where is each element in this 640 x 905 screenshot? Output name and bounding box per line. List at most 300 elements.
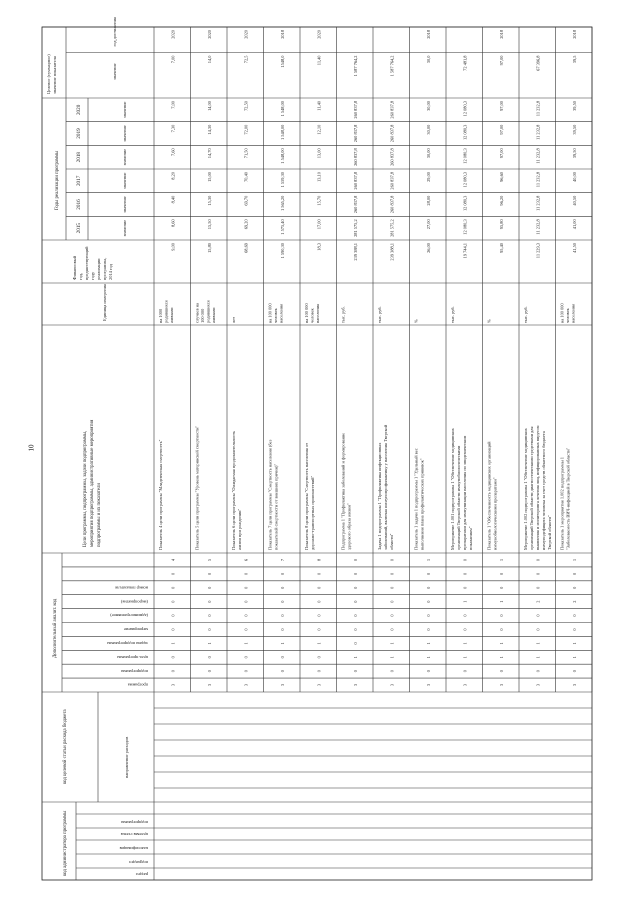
row-name: Показатель 8 цели программы "Смертность населения от — [304, 442, 309, 550]
header-dop-part: задача подпрограммы — [107, 640, 148, 646]
row-code: 1 — [279, 642, 285, 645]
header-direction: направление расходов — [124, 736, 129, 778]
header-baseline: программы, — [102, 257, 107, 280]
row-year-value: 14,30 — [206, 124, 212, 135]
row-code: 0 — [498, 628, 504, 631]
row-code: 0 — [316, 656, 322, 659]
row-name: "Заболеваемость ВИЧ-инфекцией в Тверской области" — [565, 447, 571, 550]
header-baseline: Финансовый — [72, 256, 77, 280]
row-code: 3 — [316, 683, 322, 687]
row-code: 1 — [389, 656, 395, 659]
header-target-year: год достижения — [112, 17, 117, 47]
row-code: 3 — [571, 683, 577, 687]
header-dop-part: программа — [127, 682, 148, 688]
row-year-value: 8,20 — [170, 172, 176, 180]
row-year-value: 1 565,20 — [279, 195, 285, 212]
row-code: 1 — [352, 656, 358, 659]
row-year-value: 12 080,3 — [462, 124, 468, 141]
row-code: 0 — [498, 586, 504, 589]
row-year-value: 39,50 — [571, 124, 577, 135]
row-unit: родившихся — [163, 300, 169, 323]
row-code: 0 — [352, 572, 358, 575]
row-year-value: 1 548,00 — [279, 124, 285, 141]
row-year-value: 72,00 — [243, 124, 249, 135]
row-target: 39,5 — [571, 55, 577, 64]
header-year: 2017 — [76, 175, 82, 187]
row-unit: населения — [278, 303, 284, 323]
row-code: 0 — [279, 656, 285, 659]
header-dop-part: (административное) — [110, 613, 148, 619]
row-year-value: 97,00 — [498, 148, 504, 159]
row-name: показателей смертности от внешних причин)" — [273, 463, 279, 550]
row-code: 1 — [425, 642, 431, 645]
row-year-value: 13,10 — [316, 172, 322, 182]
header-target: Целевое (суммарное) — [46, 54, 51, 94]
row-code: 1 — [498, 642, 504, 645]
row-year-value: 97,00 — [498, 124, 504, 135]
row-base: 95,40 — [498, 243, 504, 253]
row-name: Показатель 5 цели программы "Уровень материнской смертности" — [194, 425, 200, 550]
row-year-value: 281 575,2 — [352, 219, 358, 237]
row-year-value: 260 837,8 — [389, 195, 395, 214]
row-code: 3 — [206, 683, 212, 687]
row-year-value: 27,00 — [425, 219, 431, 230]
header-unit: Единица измерения — [102, 284, 107, 321]
row-year-value: 281 575,2 — [389, 219, 395, 237]
row-code: 0 — [535, 628, 541, 631]
row-base: 19 744,1 — [462, 243, 468, 259]
table-row — [268, 29, 286, 686]
row-unit: на 1000 — [158, 308, 163, 323]
row-code: 0 — [316, 600, 322, 603]
row-code: 0 — [498, 614, 504, 617]
row-base: 41,50 — [571, 243, 577, 253]
row-code: 0 — [316, 628, 322, 631]
row-target-year: 2018 — [279, 30, 285, 39]
row-name: Подпрограмма 1 "Профилактика заболеваний и формирование — [340, 432, 346, 550]
row-code: 0 — [316, 614, 322, 617]
header-dop-part: номер показателя — [115, 585, 148, 591]
row-year-value: 260 837,8 — [352, 101, 358, 119]
row-code: 0 — [425, 614, 431, 617]
row-code: 0 — [352, 586, 358, 589]
table-row — [231, 29, 249, 686]
row-code: 0 — [498, 572, 504, 575]
row-code: 0 — [170, 572, 176, 575]
row-year-value: 12,10 — [316, 124, 322, 135]
header-years: Годы реализации программы — [55, 150, 60, 210]
row-code: 0 — [389, 614, 395, 617]
row-code: 1 — [389, 642, 395, 645]
row-year-value: 12 080,3 — [462, 219, 468, 235]
row-year-value: 70,40 — [243, 172, 249, 182]
header-dop-part: (мероприятие) — [120, 599, 148, 605]
row-code: 0 — [389, 628, 395, 631]
row-code: 0 — [206, 656, 212, 659]
table-row — [523, 55, 552, 686]
row-unit: 100 000 — [200, 308, 205, 323]
row-year-value: 11 232,8 — [535, 101, 541, 117]
row-target-year: 2018 — [498, 30, 504, 39]
row-code: 1 — [206, 642, 212, 645]
row-code: 0 — [170, 670, 176, 673]
row-year-value: 7,30 — [170, 124, 176, 133]
header-target-value: значение — [112, 63, 117, 80]
row-code: 1 — [462, 600, 468, 603]
row-code: 1 — [425, 558, 431, 562]
row-code: 2 — [535, 600, 541, 603]
row-code: 0 — [425, 600, 431, 603]
header-year: 2019 — [76, 128, 82, 139]
row-code: 0 — [206, 572, 212, 575]
table-row — [487, 29, 505, 686]
row-target-year: 2020 — [243, 30, 249, 39]
row-name: организаций Тверской области иммунобиологическими — [456, 445, 461, 550]
row-code: 1 — [462, 656, 468, 659]
row-year-value: 40,00 — [571, 172, 577, 182]
row-code: 0 — [462, 558, 468, 562]
row-unit: живыми — [211, 307, 216, 323]
header-baseline: году — [90, 271, 95, 280]
row-unit: тыс. руб. — [377, 306, 382, 323]
row-year-value: 30,00 — [425, 124, 431, 135]
row-year-value: 1 575,40 — [279, 219, 285, 235]
row-year-value: 15,70 — [316, 195, 322, 206]
row-year-value: 260 837,8 — [352, 148, 358, 166]
row-year-value: 97,00 — [498, 101, 504, 111]
row-name: организаций Тверской области диагностическими средствами для — [529, 426, 534, 550]
row-code: 0 — [571, 614, 577, 617]
row-code: 1 — [498, 656, 504, 659]
header-dop: Дополнительный аналит. код — [53, 598, 58, 658]
header-dop-part: цель программы — [117, 654, 148, 660]
row-code: 0 — [206, 670, 212, 673]
row-year-value: 260 837,8 — [389, 101, 395, 119]
row-year-value: 1 548,00 — [279, 101, 285, 117]
row-base: 26,00 — [425, 243, 431, 253]
row-year-value: 39,50 — [571, 148, 577, 159]
row-unit: человек — [273, 308, 278, 323]
table-row — [450, 55, 473, 686]
row-code: 4 — [170, 558, 176, 562]
row-year-value: 30,00 — [425, 101, 431, 111]
row-year-value: 260 837,8 — [389, 172, 395, 190]
header-baseline: 2014 год — [108, 264, 113, 280]
row-year-value: 72,50 — [243, 101, 249, 111]
row-unit: % — [486, 319, 492, 323]
row-name: жизни при рождении" — [237, 508, 242, 550]
row-name: показаниям" — [468, 526, 473, 550]
row-code: 1 — [498, 558, 504, 562]
row-code: 0 — [535, 670, 541, 673]
row-year-value: 260 837,8 — [352, 124, 358, 143]
row-year-value: 96,20 — [498, 195, 504, 206]
row-code: 0 — [206, 628, 212, 631]
row-target: 1548,0 — [279, 55, 285, 68]
row-unit: тыс. руб. — [340, 306, 346, 323]
row-name: Показатель 1 задачи 1 подпрограммы 1 "Удельный вес — [413, 448, 419, 550]
header-baseline: реализации — [96, 258, 101, 280]
row-code: 0 — [571, 670, 577, 673]
row-name: здорового образа жизни" — [346, 503, 352, 550]
row-base: 9,00 — [170, 243, 176, 251]
row-code: 0 — [352, 642, 358, 645]
row-target: 14,0 — [206, 55, 212, 64]
row-code: 3 — [243, 683, 249, 687]
row-unit: % — [413, 319, 419, 323]
row-year-value: 8,40 — [170, 195, 176, 204]
table-row — [414, 29, 432, 686]
table-row — [560, 29, 578, 686]
header-year-value: значение — [122, 172, 127, 190]
row-code: 0 — [462, 628, 468, 631]
header-year: 2018 — [76, 151, 82, 163]
row-code: 0 — [206, 586, 212, 589]
row-unit: населения — [570, 303, 576, 323]
row-unit: тыс. руб. — [523, 306, 528, 323]
header-kbk-part: целевая статья — [120, 832, 148, 837]
row-target-year: 2020 — [316, 30, 322, 39]
row-code: 0 — [389, 586, 395, 589]
row-year-value: 15,00 — [206, 172, 212, 182]
row-code: 1 — [535, 642, 541, 645]
row-base: 239 388,1 — [352, 243, 358, 261]
row-code: 0 — [170, 628, 176, 631]
row-code: 0 — [206, 600, 212, 603]
row-base: 1 590,30 — [279, 243, 285, 259]
row-code: 0 — [389, 600, 395, 603]
row-target: 1 587 764,2 — [352, 55, 358, 77]
header-year-value: значение — [122, 125, 127, 142]
row-code: 3 — [425, 683, 431, 687]
row-base: 18,3 — [316, 243, 322, 251]
row-year-value: 14,70 — [206, 148, 212, 159]
row-code: 1 — [571, 642, 577, 645]
row-year-value: 30,00 — [425, 148, 431, 159]
row-code: 0 — [170, 614, 176, 617]
row-target: 97,00 — [498, 55, 504, 66]
row-name: иммунодефицита человека за счет средств областного бюджета — [541, 431, 546, 550]
header-year-value: значение — [122, 196, 127, 213]
header-name: Цели программы, подпрограммы, задачи подпрограммы, — [83, 430, 88, 547]
row-name: иммунобиологическими препаратами" — [492, 477, 498, 550]
row-code: 0 — [279, 614, 285, 617]
row-unit: родившихся — [205, 300, 211, 323]
row-code: 0 — [389, 572, 395, 575]
row-year-value: 260 837,8 — [389, 148, 395, 166]
row-code: 0 — [462, 670, 468, 673]
row-year-value: 40,50 — [571, 195, 577, 206]
table-row — [341, 56, 359, 687]
row-year-value: 15,50 — [206, 219, 212, 230]
row-year-value: 11,40 — [316, 101, 322, 111]
table-row — [195, 29, 217, 686]
row-code: 1 — [571, 656, 577, 659]
row-name: области" — [389, 533, 394, 550]
row-code: 0 — [279, 586, 285, 589]
row-target: 11,40 — [316, 55, 322, 66]
row-code: 0 — [352, 600, 358, 603]
row-unit: живыми — [169, 307, 174, 323]
row-name: Показатель 1 "Обеспеченность медицинских организаций — [486, 441, 492, 550]
row-code: 0 — [279, 572, 285, 575]
row-year-value: 260 837,8 — [352, 195, 358, 214]
header-dop-part: мероприятие — [123, 627, 148, 633]
row-year-value: 11 232,8 — [535, 219, 541, 235]
row-unit: на 100 000 — [304, 303, 309, 323]
row-code: 0 — [462, 614, 468, 617]
row-code: 0 — [571, 628, 577, 631]
row-unit: лет — [231, 316, 236, 323]
row-name: Мероприятие 1.001 подпрограммы 1 "Обеспечение медицинских — [450, 428, 455, 550]
header-funding: код целевой статьи расхода бюджета — [63, 709, 68, 784]
row-year-value: 11 232,8 — [535, 172, 541, 188]
row-target: 72 481,8 — [462, 55, 468, 71]
header-baseline: год, — [78, 272, 83, 280]
row-name: Показатель 6 цели программы "Ожидаемая продолжительность — [231, 430, 236, 550]
row-code: 3 — [462, 683, 468, 687]
row-code: 0 — [279, 628, 285, 631]
row-code: 0 — [352, 614, 358, 617]
row-code: 0 — [352, 628, 358, 631]
row-code: 0 — [352, 670, 358, 673]
row-name: Показатель 4 цели программы "Младенческая смертность" — [158, 439, 163, 550]
header-kbk-part: подпрограмма — [121, 820, 148, 825]
header-dop-part: подпрограмма — [121, 668, 148, 674]
row-code: 0 — [243, 600, 249, 603]
row-year-value: 12 080,3 — [462, 172, 468, 188]
row-code: 0 — [170, 586, 176, 589]
row-code: 1 — [571, 558, 577, 562]
row-code: 3 — [389, 683, 395, 687]
row-code: 0 — [243, 628, 249, 631]
header-year: 2015 — [76, 222, 82, 234]
row-code: 0 — [206, 614, 212, 617]
header-kbk-part: классификация — [119, 846, 148, 851]
row-code: 0 — [279, 670, 285, 673]
row-year-value: 8,60 — [170, 219, 176, 228]
row-year-value: 1 559,30 — [279, 172, 285, 188]
row-code: 0 — [462, 572, 468, 575]
row-code: 0 — [389, 558, 395, 562]
row-year-value: 71,50 — [243, 148, 249, 159]
row-year-value: 11 232,8 — [535, 195, 541, 211]
header-year: 2020 — [76, 104, 82, 116]
row-year-value: 29,00 — [425, 172, 431, 182]
row-code: 1 — [498, 600, 504, 603]
header-kbk-part: подраздел — [129, 860, 148, 865]
row-unit: тыс. руб. — [450, 306, 455, 323]
row-year-value: 260 837,8 — [352, 172, 358, 190]
header-year-value: значение — [122, 148, 127, 166]
page-number: 10 — [27, 444, 36, 452]
table-row — [158, 29, 176, 686]
row-unit: на 100 000 — [559, 303, 565, 323]
row-code: 0 — [535, 586, 541, 589]
row-code: 5 — [206, 558, 212, 562]
row-base: 15,80 — [206, 243, 212, 253]
row-unit: человек — [565, 308, 570, 323]
row-code: 1 — [170, 642, 176, 645]
row-year-value: 12 080,3 — [462, 101, 468, 117]
table-row — [377, 56, 395, 687]
row-code: 0 — [279, 600, 285, 603]
row-target-year: 2018 — [571, 30, 577, 39]
row-code: 0 — [535, 614, 541, 617]
row-code: 1 — [425, 656, 431, 659]
row-year-value: 260 837,8 — [389, 124, 395, 143]
table-rotated-frame — [42, 17, 592, 880]
row-name: выявления и мониторинга лечения лиц, инфицированных вирусом — [535, 425, 540, 550]
row-code: 0 — [243, 614, 249, 617]
row-code: 0 — [170, 600, 176, 603]
row-code: 3 — [352, 683, 358, 687]
row-year-value: 7,00 — [170, 101, 176, 109]
header-baseline: предшествующий — [84, 246, 89, 280]
header-name: подпрограммы и их показатели — [97, 483, 102, 547]
row-target: 1 587 764,2 — [389, 55, 395, 77]
row-code: 0 — [352, 558, 358, 562]
row-year-value: 39,50 — [571, 101, 577, 111]
row-unit: населения — [315, 303, 320, 323]
row-year-value: 69,70 — [243, 195, 249, 206]
row-year-value: 11 232,8 — [535, 124, 541, 140]
row-target: 7,00 — [170, 55, 176, 64]
row-code: 1 — [316, 642, 322, 645]
row-name: дорожно-транспортных происшествий" — [310, 475, 315, 550]
row-code: 0 — [243, 670, 249, 673]
row-unit: случаев на — [194, 303, 200, 323]
row-name: Показатель 7 цели программы "Смертность населения (без — [267, 439, 273, 550]
row-code: 0 — [535, 558, 541, 562]
row-code: 0 — [243, 656, 249, 659]
program-table — [36, 17, 598, 888]
row-code: 6 — [243, 558, 249, 562]
row-code: 3 — [535, 683, 541, 687]
header-year: 2016 — [76, 199, 82, 210]
row-code: 0 — [170, 656, 176, 659]
row-name: Мероприятие 1.002 подпрограммы 1 "Обеспечение медицинских — [523, 428, 528, 550]
row-year-value: 1 548,00 — [279, 148, 285, 164]
row-year-value: 69,20 — [243, 219, 249, 230]
row-year-value: 14,00 — [206, 101, 212, 111]
header-kbk-part: раздел — [135, 872, 148, 877]
row-code: 0 — [316, 572, 322, 575]
row-target-year: 2020 — [206, 30, 212, 39]
row-code: 0 — [498, 670, 504, 673]
row-year-value: 12 080,3 — [462, 195, 468, 212]
row-code: 3 — [279, 683, 285, 687]
row-code: 0 — [243, 572, 249, 575]
row-name: препаратами для иммунизации населения по эпидемическим — [462, 435, 467, 550]
row-target: 72,5 — [243, 55, 249, 64]
row-target: 30,0 — [425, 55, 431, 64]
row-code: 0 — [425, 572, 431, 575]
row-year-value: 96,60 — [498, 172, 504, 182]
row-code: 0 — [243, 586, 249, 589]
row-name: Тверской области" — [547, 515, 552, 550]
table-row — [304, 29, 322, 686]
row-year-value: 7,60 — [170, 148, 176, 157]
row-year-value: 28,00 — [425, 195, 431, 206]
row-name: Показатель 1 мероприятия 1.002 подпрограммы 1 — [559, 457, 565, 550]
row-year-value: 95,80 — [498, 219, 504, 230]
header-year-value: значение — [122, 219, 127, 237]
row-code: 0 — [425, 586, 431, 589]
row-code: 2 — [571, 600, 577, 603]
row-name: выполнения плана профилактических прививок" — [419, 458, 425, 550]
row-code: 0 — [462, 586, 468, 589]
